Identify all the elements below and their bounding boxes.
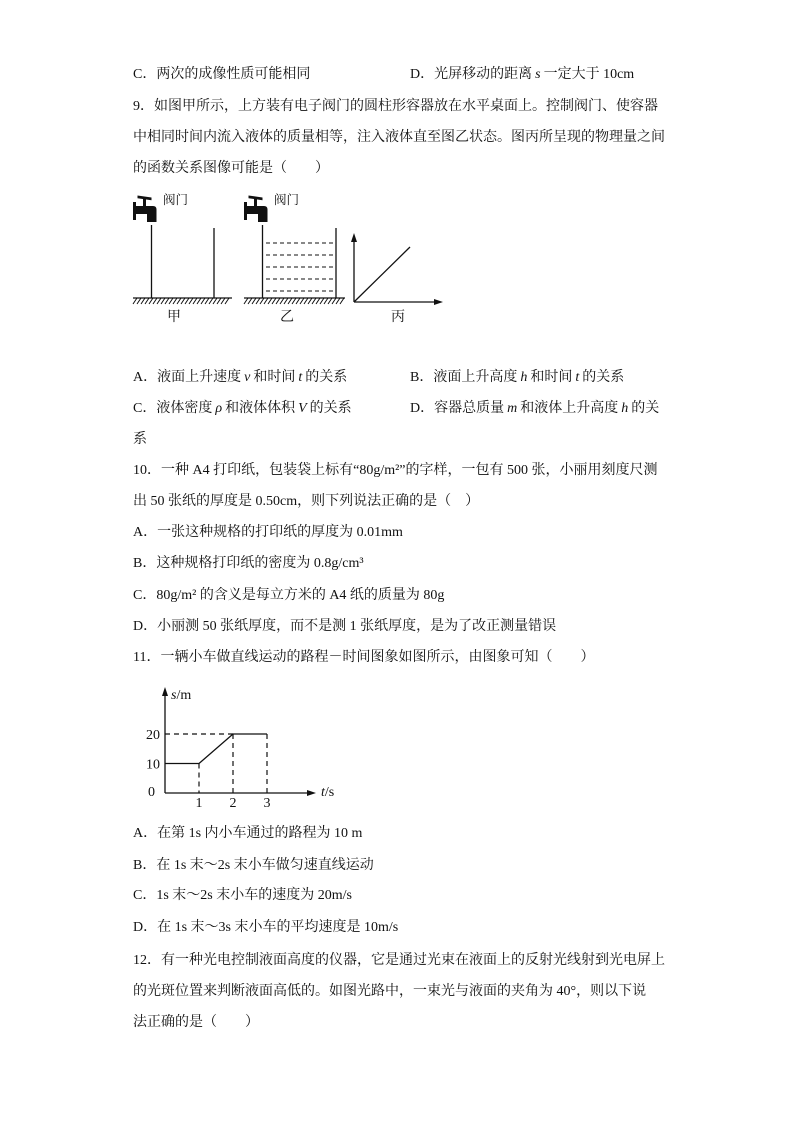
option-text: 和液体体积 [225, 401, 296, 416]
option-text: B．液面上升高度 [410, 370, 518, 385]
x-axis-unit: /s [324, 785, 335, 800]
variable-symbol: t [575, 370, 580, 385]
option-text: 的关 [631, 401, 660, 416]
y-axis-unit: /m [176, 688, 192, 703]
variable-symbol: m [507, 401, 518, 416]
option-text: 一定大于 10cm [543, 67, 635, 82]
variable-symbol: V [298, 401, 307, 416]
option-text: 和时间 [530, 370, 573, 385]
q12-stem-line: 12．有一种光电控制液面高度的仪器，它是通过光束在液面上的反射光线射到光电屏上 [133, 953, 665, 968]
valve-label: 阀门 [163, 193, 189, 207]
option-text: 的关系 [305, 370, 348, 385]
q9-option-d [410, 400, 659, 418]
figure-jia [133, 192, 232, 304]
q10-option-d: D．小丽测 50 张纸厚度，而不是测 1 张纸厚度，是为了改正测量错误 [133, 619, 557, 634]
q12-stem-line: 的光斑位置来判断液面高低的。如图光路中，一束光与液面的夹角为 40°，则以下说 [133, 984, 647, 999]
q8-option-d [410, 66, 634, 84]
q11-option-a: A．在第 1s 内小车通过的路程为 10 m [133, 826, 363, 841]
y-tick-label: 20 [146, 728, 160, 743]
q11-stem: 11．一辆小车做直线运动的路程－时间图象如图所示，由图象可知（ ） [133, 650, 595, 665]
faucet-icon [133, 196, 157, 223]
x-axis-arrow-icon [307, 790, 316, 796]
option-text: D．光屏移动的距离 [410, 67, 533, 82]
figure-caption-bing: 丙 [391, 310, 405, 325]
figure-yi [244, 192, 345, 304]
q9-stem-line: 9．如图甲所示，上方装有电子阀门的圆柱形容器放在水平桌面上。控制阀门、使容器 [133, 99, 658, 114]
y-tick-label: 10 [146, 757, 160, 773]
figure-caption-jia: 甲 [167, 310, 181, 325]
q10-option-c: C．80g/m² 的含义是每立方米的 A4 纸的质量为 80g [133, 588, 445, 603]
distance-time-line [165, 734, 267, 764]
q8-option-c: C．两次的成像性质可能相同 [133, 67, 311, 82]
q10-option-a: A．一张这种规格的打印纸的厚度为 0.01mm [133, 525, 403, 540]
q10-stem-line: 10．一种 A4 打印纸，包装袋上标有“80g/m²”的字样，一包有 500 张，小丽用刻度尺测 [133, 463, 658, 478]
figure-bing [351, 233, 443, 305]
variable-symbol: ρ [215, 401, 223, 416]
variable-symbol: s [535, 67, 541, 82]
option-text: 和时间 [253, 370, 296, 385]
y-axis-label [171, 688, 191, 703]
q9-option-c [133, 400, 352, 418]
q11-option-c: C．1s 末～2s 末小车的速度为 20m/s [133, 888, 352, 903]
option-text: C．液体密度 [133, 401, 213, 416]
q9-option-b [410, 369, 624, 387]
variable-symbol: v [244, 370, 251, 385]
q11-option-d: D．在 1s 末～3s 末小车的平均速度是 10m/s [133, 920, 399, 935]
x-tick-label: 1 [195, 796, 203, 811]
variable-symbol: h [621, 401, 629, 416]
distance-time-graph [140, 680, 345, 810]
q12-stem-line: 法正确的是（ ） [133, 1015, 259, 1030]
x-axis-label [321, 785, 334, 800]
option-text: D．容器总质量 [410, 401, 505, 416]
q10-option-b: B．这种规格打印纸的密度为 0.8g/cm³ [133, 556, 364, 571]
q9-stem-line: 中相同时间内流入液体的质量相等，注入液体直至图乙状态。图丙所呈现的物理量之间 [133, 130, 665, 145]
proportional-line [354, 247, 410, 302]
ground-hatching [244, 298, 344, 304]
variable-symbol: h [520, 370, 528, 385]
y-axis-arrow-icon [351, 233, 357, 242]
x-axis-arrow-icon [434, 299, 443, 305]
valve-label: 阀门 [274, 193, 300, 207]
option-text: 和液体上升高度 [520, 401, 619, 416]
liquid-lines [266, 243, 334, 291]
origin-label: 0 [148, 785, 155, 800]
q9-figure [128, 186, 448, 310]
y-axis-arrow-icon [162, 687, 168, 696]
q9-option-d-continued: 系 [133, 432, 147, 447]
q11-option-b: B．在 1s 末～2s 末小车做匀速直线运动 [133, 858, 374, 873]
x-tick-label: 2 [229, 796, 237, 811]
faucet-icon [244, 196, 268, 223]
option-text: 的关系 [309, 401, 352, 416]
q10-stem-line: 出 50 张纸的厚度是 0.50cm，则下列说法正确的是（ ） [133, 494, 480, 509]
figure-caption-yi: 乙 [280, 310, 294, 325]
option-text: 的关系 [582, 370, 625, 385]
option-text: A．液面上升速度 [133, 370, 242, 385]
x-tick-label: 3 [263, 796, 271, 811]
variable-symbol: t [298, 370, 303, 385]
x-axis-symbol: t [321, 785, 325, 800]
y-axis-symbol: s [171, 688, 177, 703]
q9-option-a [133, 369, 347, 387]
ground-hatching [133, 298, 229, 304]
q9-stem-line: 的函数关系图像可能是（ ） [133, 161, 329, 176]
